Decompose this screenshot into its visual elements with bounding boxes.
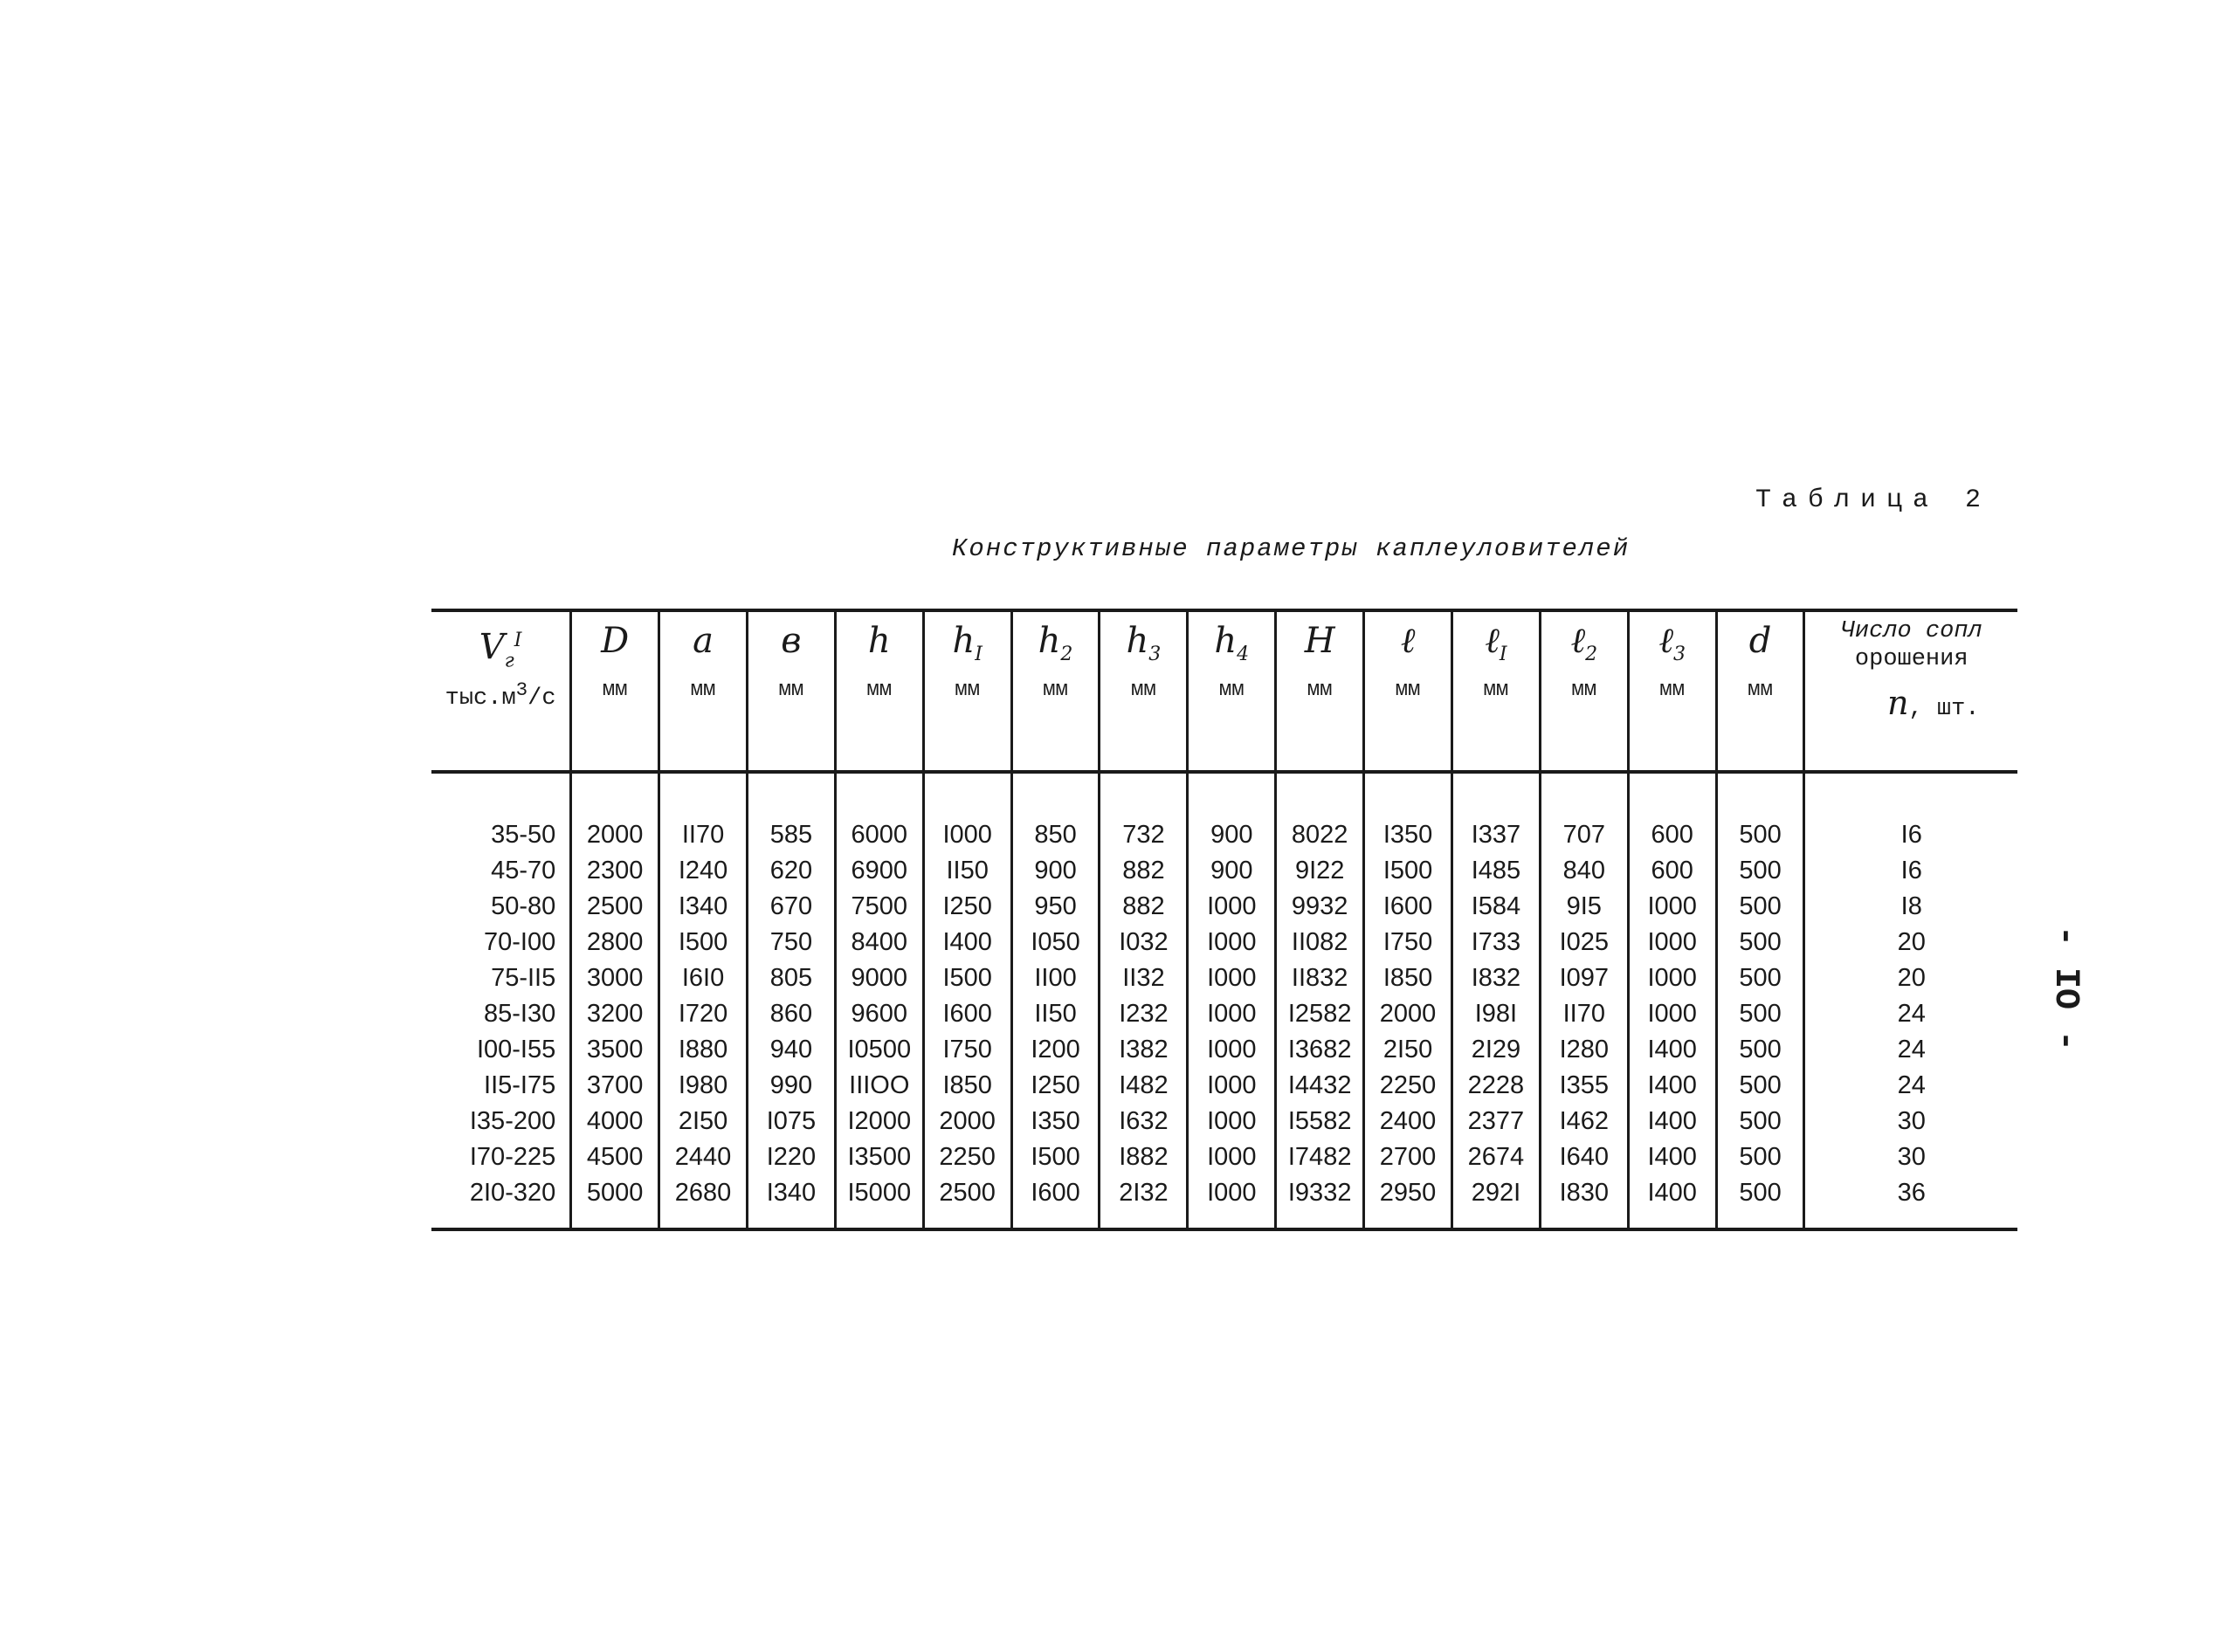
- table-cell: I5000: [835, 1175, 923, 1229]
- header-column: ℓ$_I$ мм: [1451, 610, 1540, 772]
- table-cell: I000: [923, 817, 1011, 853]
- table-cell: I98I: [1451, 996, 1540, 1032]
- table-cell: 500: [1716, 1104, 1804, 1139]
- table-cell: I250: [1011, 1068, 1100, 1104]
- header-column: $h_4$ мм: [1188, 610, 1276, 772]
- table-cell: II832: [1276, 960, 1364, 996]
- table-cell: I3682: [1276, 1032, 1364, 1068]
- table-cell: I000: [1188, 925, 1276, 960]
- table-cell: II70: [659, 817, 748, 853]
- table-cell: 9I5: [1540, 889, 1628, 925]
- table-cell: 9600: [835, 996, 923, 1032]
- table-cell: 900: [1188, 853, 1276, 889]
- table-cell: II50: [923, 853, 1011, 889]
- table-cell: 2000: [1364, 996, 1452, 1032]
- table-header-row: [431, 610, 2017, 772]
- table-cell: 3700: [571, 1068, 659, 1104]
- table-cell: 2I50: [659, 1104, 748, 1139]
- table-cell: I000: [1188, 1104, 1276, 1139]
- table-row: [431, 1104, 2017, 1139]
- table-cell: 940: [747, 1032, 835, 1068]
- table-cell: I000: [1188, 889, 1276, 925]
- table-cell: I750: [1364, 925, 1452, 960]
- table-cell: I880: [659, 1032, 748, 1068]
- parameters-table: [431, 609, 2017, 1231]
- table-cell: 24: [1804, 1032, 2017, 1068]
- table-cell: 70-I00: [484, 928, 556, 956]
- table-cell: 2250: [1364, 1068, 1452, 1104]
- table-row: [431, 853, 2017, 889]
- table-cell: I382: [1100, 1032, 1188, 1068]
- table-cell: 9000: [835, 960, 923, 996]
- table-cell: I640: [1540, 1139, 1628, 1175]
- table-cell: 707: [1540, 817, 1628, 853]
- table-cell: I830: [1540, 1175, 1628, 1229]
- table-row: [431, 996, 2017, 1032]
- table-cell: I400: [923, 925, 1011, 960]
- table-label: Таблица 2: [1755, 485, 1992, 515]
- table-cell: 4000: [571, 1104, 659, 1139]
- table-cell: 8022: [1276, 817, 1364, 853]
- header-flow-rate: $V_г^I$ $тыс.м^3/с$: [431, 610, 571, 772]
- table-cell: 900: [1188, 817, 1276, 853]
- table-cell: 9I22: [1276, 853, 1364, 889]
- table-cell: I850: [923, 1068, 1011, 1104]
- table-cell: 20: [1804, 960, 2017, 996]
- table-cell: I485: [1451, 853, 1540, 889]
- table-cell: 4500: [571, 1139, 659, 1175]
- table-cell: 2I32: [1100, 1175, 1188, 1229]
- table-cell: 882: [1100, 889, 1188, 925]
- table-cell: 35-50: [491, 821, 556, 849]
- table-cell: 500: [1716, 817, 1804, 853]
- table-cell: 2500: [923, 1175, 1011, 1229]
- header-column: $h_3$ мм: [1100, 610, 1188, 772]
- table-cell: I097: [1540, 960, 1628, 996]
- table-cell: I500: [659, 925, 748, 960]
- table-cell: I000: [1188, 996, 1276, 1032]
- table-cell: I075: [747, 1104, 835, 1139]
- table-cell: I000: [1188, 1175, 1276, 1229]
- header-column: ℓ$_2$ мм: [1540, 610, 1628, 772]
- table-cell: 2680: [659, 1175, 748, 1229]
- table-cell: II00: [1011, 960, 1100, 996]
- table-cell: 600: [1628, 817, 1716, 853]
- table-cell: I832: [1451, 960, 1540, 996]
- table-cell: 900: [1011, 853, 1100, 889]
- table-cell: 600: [1628, 853, 1716, 889]
- table-cell: I6: [1804, 817, 2017, 853]
- table-cell: I340: [659, 889, 748, 925]
- table-cell: 8400: [835, 925, 923, 960]
- table-cell: 500: [1716, 925, 1804, 960]
- table-cell: I500: [923, 960, 1011, 996]
- table-cell: II70: [1540, 996, 1628, 1032]
- table-cell: I600: [1364, 889, 1452, 925]
- table-cell: 24: [1804, 996, 2017, 1032]
- table-cell: 6900: [835, 853, 923, 889]
- table-cell: I462: [1540, 1104, 1628, 1139]
- table-cell: I400: [1628, 1139, 1716, 1175]
- table-cell: 2228: [1451, 1068, 1540, 1104]
- table-cell: I000: [1188, 1139, 1276, 1175]
- table-cell: I350: [1364, 817, 1452, 853]
- table-cell: II32: [1100, 960, 1188, 996]
- table-cell: 3000: [571, 960, 659, 996]
- table-cell: IIIOO: [835, 1068, 923, 1104]
- table-cell: I0500: [835, 1032, 923, 1068]
- table-cell: 9932: [1276, 889, 1364, 925]
- table-cell: I2582: [1276, 996, 1364, 1032]
- table-cell: 670: [747, 889, 835, 925]
- table-cell: I355: [1540, 1068, 1628, 1104]
- header-nozzle-count: Число сопл орошения n, шт.: [1804, 610, 2017, 772]
- table-cell: I850: [1364, 960, 1452, 996]
- table-cell: 50-80: [491, 892, 556, 920]
- table-cell: 2440: [659, 1139, 748, 1175]
- table-cell: 292I: [1451, 1175, 1540, 1229]
- header-column: ℓ мм: [1364, 610, 1452, 772]
- table-row: [431, 817, 2017, 853]
- table-cell: 45-70: [491, 857, 556, 885]
- table-cell: I400: [1628, 1032, 1716, 1068]
- table-cell: 500: [1716, 889, 1804, 925]
- table-cell: I000: [1188, 960, 1276, 996]
- header-column: ℓ$_3$ мм: [1628, 610, 1716, 772]
- table-cell: 585: [747, 817, 835, 853]
- table-cell: I000: [1188, 1068, 1276, 1104]
- table-cell: I6: [1804, 853, 2017, 889]
- table-row: [431, 960, 2017, 996]
- table-cell: I340: [747, 1175, 835, 1229]
- table-cell: I000: [1628, 889, 1716, 925]
- table-cell: 500: [1716, 996, 1804, 1032]
- table-cell: I400: [1628, 1104, 1716, 1139]
- table-title: Конструктивные параметры каплеуловителей: [952, 534, 1631, 563]
- table-cell: 2I0-320: [431, 1175, 571, 1229]
- table-cell: I750: [923, 1032, 1011, 1068]
- table-cell: 2500: [571, 889, 659, 925]
- header-column: в мм: [747, 610, 835, 772]
- table-cell: I400: [1628, 1175, 1716, 1229]
- table-cell: I7482: [1276, 1139, 1364, 1175]
- table-cell: I220: [747, 1139, 835, 1175]
- table-cell: I337: [1451, 817, 1540, 853]
- table-cell: I600: [923, 996, 1011, 1032]
- table-cell: I240: [659, 853, 748, 889]
- table-cell: I400: [1628, 1068, 1716, 1104]
- table-cell: I9332: [1276, 1175, 1364, 1229]
- table-cell: I500: [1011, 1139, 1100, 1175]
- table-row: [431, 1139, 2017, 1175]
- table-cell: 2377: [1451, 1104, 1540, 1139]
- table-cell: 2000: [923, 1104, 1011, 1139]
- table-cell: I482: [1100, 1068, 1188, 1104]
- table-cell: 30: [1804, 1104, 2017, 1139]
- table-cell: 840: [1540, 853, 1628, 889]
- table-cell: 500: [1716, 1032, 1804, 1068]
- table-cell: 732: [1100, 817, 1188, 853]
- header-column: D мм: [571, 610, 659, 772]
- header-column: a мм: [659, 610, 748, 772]
- page-number: - IO -: [2045, 925, 2086, 1052]
- table-cell: 2674: [1451, 1139, 1540, 1175]
- table-cell: 2800: [571, 925, 659, 960]
- table-cell: 620: [747, 853, 835, 889]
- table-cell: I720: [659, 996, 748, 1032]
- table-cell: 3200: [571, 996, 659, 1032]
- table-cell: 860: [747, 996, 835, 1032]
- table-cell: 5000: [571, 1175, 659, 1229]
- table-cell: I350: [1011, 1104, 1100, 1139]
- header-column: $h_2$ мм: [1011, 610, 1100, 772]
- table-cell: I882: [1100, 1139, 1188, 1175]
- table-cell: I280: [1540, 1032, 1628, 1068]
- table-cell: I000: [1188, 1032, 1276, 1068]
- table-cell: 500: [1716, 853, 1804, 889]
- table-cell: I000: [1628, 960, 1716, 996]
- table-cell: II50: [1011, 996, 1100, 1032]
- table-cell: II5-I75: [484, 1071, 556, 1099]
- table-cell: 500: [1716, 960, 1804, 996]
- table-cell: I980: [659, 1068, 748, 1104]
- table-cell: 950: [1011, 889, 1100, 925]
- table-cell: I8: [1804, 889, 2017, 925]
- table-cell: I3500: [835, 1139, 923, 1175]
- table-cell: I200: [1011, 1032, 1100, 1068]
- table-cell: 6000: [835, 817, 923, 853]
- table-row: [431, 889, 2017, 925]
- table-cell: I000: [1628, 925, 1716, 960]
- table-row: [431, 1175, 2017, 1229]
- table-cell: I35-200: [469, 1107, 556, 1135]
- table-cell: 500: [1716, 1068, 1804, 1104]
- table-cell: 36: [1804, 1175, 2017, 1229]
- table-cell: 7500: [835, 889, 923, 925]
- table-cell: 75-II5: [491, 964, 556, 992]
- header-column: H мм: [1276, 610, 1364, 772]
- table-cell: 990: [747, 1068, 835, 1104]
- table-cell: 500: [1716, 1175, 1804, 1229]
- table-cell: I000: [1628, 996, 1716, 1032]
- table-cell: 85-I30: [484, 1000, 556, 1028]
- table-cell: I025: [1540, 925, 1628, 960]
- table-cell: 2000: [571, 817, 659, 853]
- table-cell: 24: [1804, 1068, 2017, 1104]
- table-cell: 2950: [1364, 1175, 1452, 1229]
- table-cell: 882: [1100, 853, 1188, 889]
- header-column: h мм: [835, 610, 923, 772]
- table-cell: 2300: [571, 853, 659, 889]
- table-cell: I5582: [1276, 1104, 1364, 1139]
- table-cell: 750: [747, 925, 835, 960]
- table-cell: I232: [1100, 996, 1188, 1032]
- table-cell: I2000: [835, 1104, 923, 1139]
- table-cell: I6I0: [659, 960, 748, 996]
- table-cell: 2I29: [1451, 1032, 1540, 1068]
- table-cell: I4432: [1276, 1068, 1364, 1104]
- table-cell: I032: [1100, 925, 1188, 960]
- table-cell: I500: [1364, 853, 1452, 889]
- header-column: $h_I$ мм: [923, 610, 1011, 772]
- table-cell: I250: [923, 889, 1011, 925]
- table-cell: I584: [1451, 889, 1540, 925]
- table-cell: 500: [1716, 1139, 1804, 1175]
- table-cell: II082: [1276, 925, 1364, 960]
- table-cell: 20: [1804, 925, 2017, 960]
- table-cell: I050: [1011, 925, 1100, 960]
- table-cell: I733: [1451, 925, 1540, 960]
- table-cell: 2I50: [1364, 1032, 1452, 1068]
- table-cell: I70-225: [469, 1143, 556, 1171]
- table-cell: 2400: [1364, 1104, 1452, 1139]
- table-row: [431, 1068, 2017, 1104]
- table-cell: 805: [747, 960, 835, 996]
- table-cell: 30: [1804, 1139, 2017, 1175]
- table-cell: I632: [1100, 1104, 1188, 1139]
- table-cell: 2250: [923, 1139, 1011, 1175]
- table-cell: 2700: [1364, 1139, 1452, 1175]
- table-cell: 3500: [571, 1032, 659, 1068]
- table-cell: 850: [1011, 817, 1100, 853]
- table-row: [431, 1032, 2017, 1068]
- header-column: d мм: [1716, 610, 1804, 772]
- table-row: [431, 925, 2017, 960]
- table-cell: I00-I55: [476, 1036, 556, 1063]
- table-cell: I600: [1011, 1175, 1100, 1229]
- table-spacer-row: [431, 772, 2017, 817]
